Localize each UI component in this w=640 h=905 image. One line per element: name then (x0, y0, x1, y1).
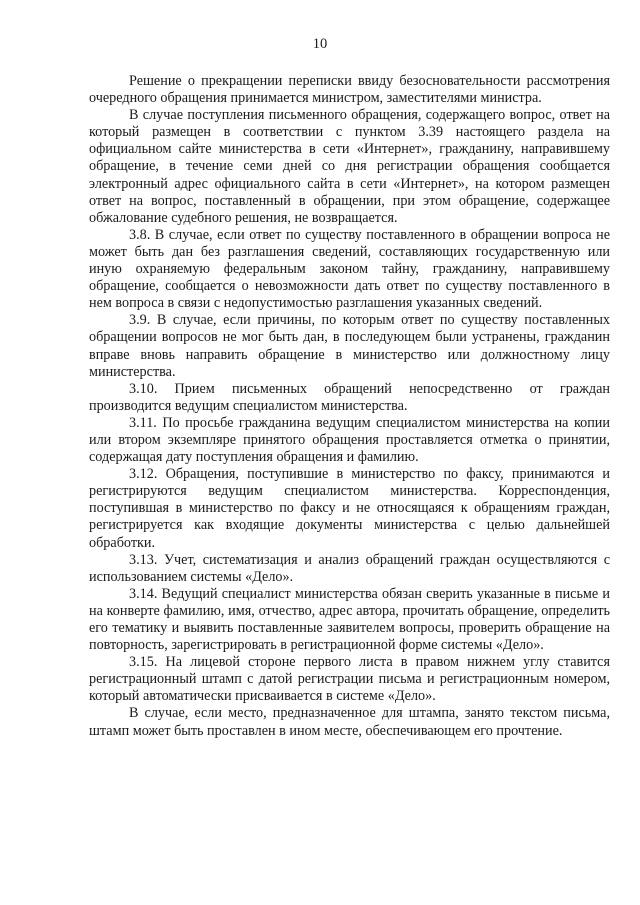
document-body (89, 73, 610, 740)
paragraph-internet-answer: В случае поступления письменного обращения, содержащего вопрос, ответ на который размещен в соответствии с пунктом 3.39 настоящего раздела на официальном сайте министерства в сети «Интернет», гражданину, направившему обращение, в течение семи дней со дня регистрации обращения сообщается электронный адрес официального сайта в сети «Интернет», на котором размещен ответ на вопрос, поставленный в обращении, при этом обращение, содержащее обжалование судебного решения, не возвращается. (89, 107, 610, 226)
paragraph-stamp-placement: В случае, если место, предназначенное для штампа, занято текстом письма, штамп может быть проставлен в ином месте, обеспечивающем его прочтение. (89, 705, 610, 739)
paragraph-3-14: 3.14. Ведущий специалист министерства обязан сверить указанные в письме и на конверте фамилию, имя, отчество, адрес автора, прочитать обращение, определить его тематику и выявить поставленные заявителем вопросы, проверить обращение на повторность, зарегистрировать в регистрационной форме системы «Дело». (89, 585, 610, 654)
paragraph-termination-decision: Решение о прекращении переписки ввиду безосновательности рассмотрения очередного обращения принимается министром, заместителями министра. (89, 73, 610, 107)
paragraph-3-13: 3.13. Учет, систематизация и анализ обращений граждан осуществляются с использованием системы «Дело». (89, 551, 610, 585)
paragraph-3-9: 3.9. В случае, если причины, по которым ответ по существу поставленных обращении вопросов не мог быть дан, в последующем были устранены, гражданин вправе вновь направить обращение в министерство или должностному лицу министерства. (89, 312, 610, 380)
paragraph-3-8: 3.8. В случае, если ответ по существу поставленного в обращении вопроса не может быть дан без разглашения сведений, составляющих государственную или иную охраняемую федеральным законом тайну, гражданину, направившему обращение, сообщается о невозможности дать ответ по существу поставленного в нем вопроса в связи с недопустимостью разглашения указанных сведений. (89, 226, 610, 312)
paragraph-3-15: 3.15. На лицевой стороне первого листа в правом нижнем углу ставится регистрационный штамп с датой регистрации письма и регистрационным номером, который автоматически присваивается в системе «Дело». (89, 654, 610, 705)
paragraph-3-10: 3.10. Прием письменных обращений непосредственно от граждан производится ведущим специалистом министерства. (89, 380, 610, 414)
paragraph-3-12: 3.12. Обращения, поступившие в министерство по факсу, принимаются и регистрируются ведущим специалистом министерства. Корреспонденция, поступившая в министерство по факсу и не относящаяся к обращениям граждан, регистрируется как входящие документы министерства с целью дальнейшей обработки. (89, 466, 610, 551)
page-number: 10 (312, 36, 328, 52)
paragraph-3-11: 3.11. По просьбе гражданина ведущим специалистом министерства на копии или втором экземпляре принятого обращения проставляется отметка о принятии, содержащая дату поступления обращения и фамилию. (89, 414, 610, 466)
